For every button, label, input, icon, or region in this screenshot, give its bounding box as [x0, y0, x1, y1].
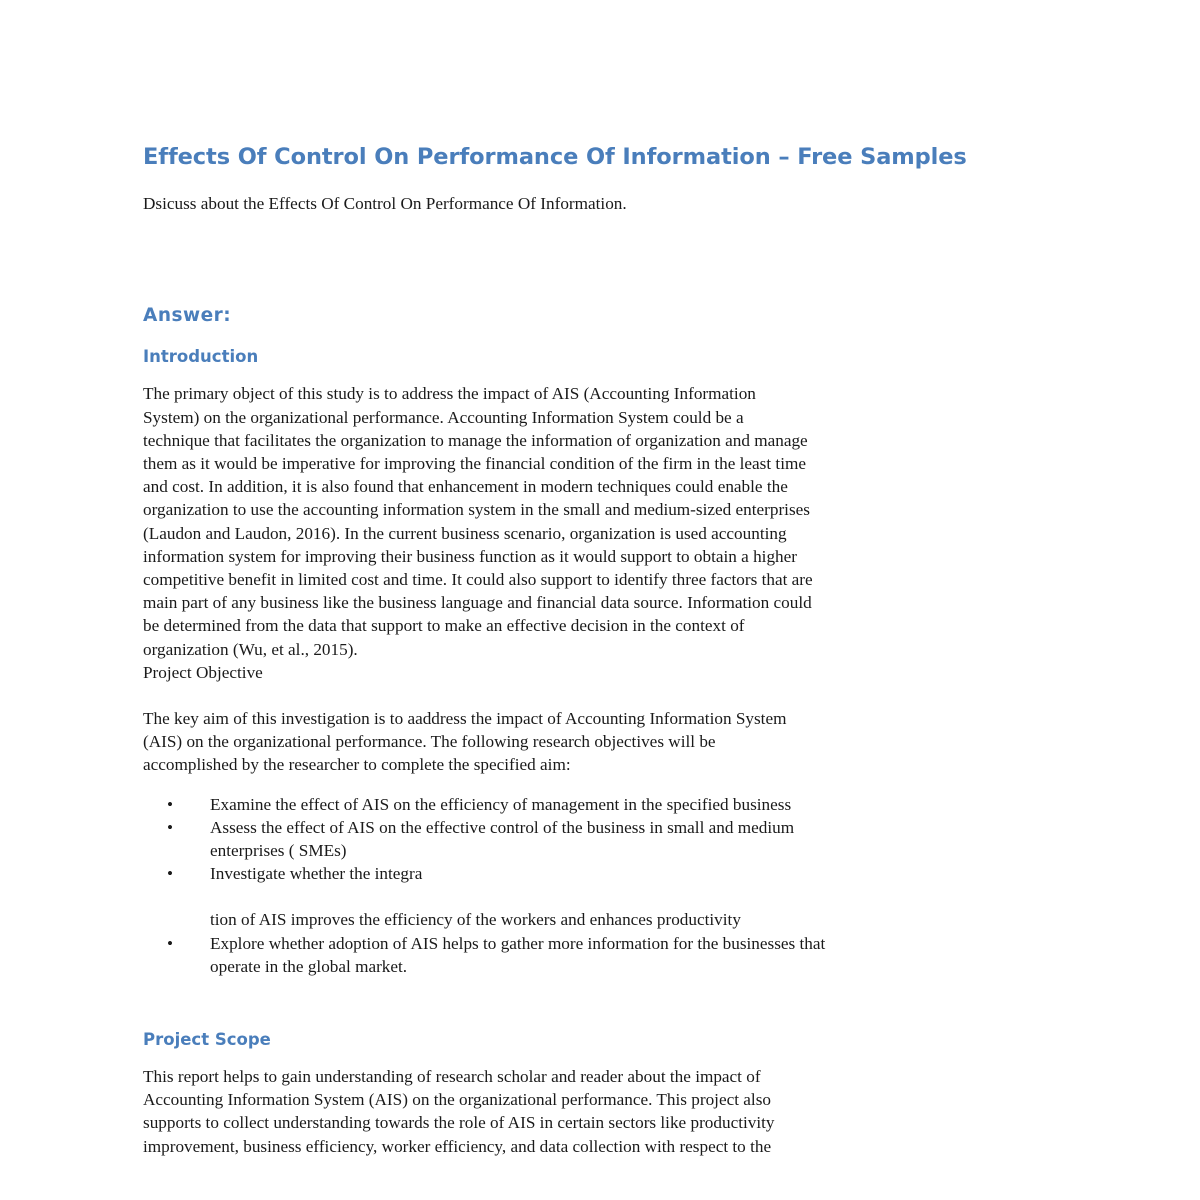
- bullet-icon: •: [167, 864, 174, 884]
- project-objective-bullet-list: [143, 793, 1068, 886]
- bullet-icon: •: [167, 817, 174, 837]
- list-item: [143, 793, 1068, 816]
- text-line: be determined from the data that support to make an effective decision in the context of: [143, 616, 745, 636]
- text-line: them as it would be imperative for improving the financial condition of the firm in the least time: [143, 453, 806, 473]
- text-line: Examine the effect of AIS on the efficiency of management in the specified business: [210, 794, 792, 814]
- text-line: enterprises ( SMEs): [210, 841, 347, 860]
- text-line: main part of any business like the business language and financial data source. Information could: [143, 593, 812, 613]
- project-scope-paragraph: [143, 1065, 1068, 1158]
- bullet-icon: •: [167, 933, 174, 953]
- list-item: [143, 862, 1068, 885]
- title-body-spacer: [143, 215, 1068, 305]
- document-content: [143, 143, 1068, 1158]
- text-line: organization (Wu, et al., 2015).: [143, 639, 358, 659]
- orphan-continuation-line: tion of AIS improves the efficiency of the workers and enhances productivity: [210, 910, 741, 930]
- introduction-paragraph: [143, 382, 1068, 684]
- text-line: The primary object of this study is to address the impact of AIS (Accounting Information: [143, 384, 756, 404]
- text-line: improvement, business efficiency, worker efficiency, and data collection with respect to the: [143, 1136, 772, 1156]
- list-item: [143, 816, 1068, 862]
- project-objective-paragraph: [143, 707, 1068, 777]
- text-line: (AIS) on the organizational performance. The following research objectives will be: [143, 732, 716, 752]
- text-line: System) on the organizational performance. Accounting Information System could be a: [143, 407, 744, 427]
- text-line: technique that facilitates the organization to manage the information of organization and manage: [143, 430, 808, 450]
- answer-heading: Answer:: [143, 305, 232, 327]
- text-line: Accounting Information System (AIS) on the organizational performance. This project also: [143, 1090, 771, 1110]
- text-line: and cost. In addition, it is also found that enhancement in modern techniques could enable the: [143, 477, 788, 497]
- text-line: competitive benefit in limited cost and time. It could also support to identify three factors that are: [143, 569, 813, 589]
- text-line: The key aim of this investigation is to aaddress the impact of Accounting Information System: [143, 708, 787, 728]
- text-line: Explore whether adoption of AIS helps to gather more information for the businesses that: [210, 933, 826, 953]
- section-spacer: [143, 978, 1068, 1030]
- text-line: information system for improving their business function as it would support to obtain a higher: [143, 546, 797, 566]
- text-line: accomplished by the researcher to complete the specified aim:: [143, 755, 571, 775]
- text-line: operate in the global market.: [210, 956, 408, 976]
- project-objective-bullet-list-continued: [143, 932, 1068, 978]
- text-line: (Laudon and Laudon, 2016). In the current business scenario, organization is used accounting: [143, 523, 787, 543]
- project-objective-label: Project Objective: [143, 662, 263, 682]
- text-line: organization to use the accounting information system in the small and medium-sized enterprises: [143, 500, 810, 520]
- introduction-heading: Introduction: [143, 347, 259, 367]
- project-scope-heading: Project Scope: [143, 1030, 271, 1050]
- list-item: [143, 932, 1068, 978]
- bullet-icon: •: [167, 794, 174, 814]
- text-line: supports to collect understanding towards the role of AIS in certain sectors like productivity: [143, 1113, 775, 1133]
- page-title: Effects Of Control On Performance Of Information – Free Samples: [143, 144, 967, 170]
- text-line: This report helps to gain understanding of research scholar and reader about the impact of: [143, 1067, 761, 1087]
- text-line: Assess the effect of AIS on the effective control of the business in small and medium: [210, 817, 795, 837]
- document-subtitle: Dsicuss about the Effects Of Control On Performance Of Information.: [143, 194, 627, 214]
- continuation-spacer: [143, 885, 1068, 908]
- text-line: Investigate whether the integra: [210, 864, 423, 884]
